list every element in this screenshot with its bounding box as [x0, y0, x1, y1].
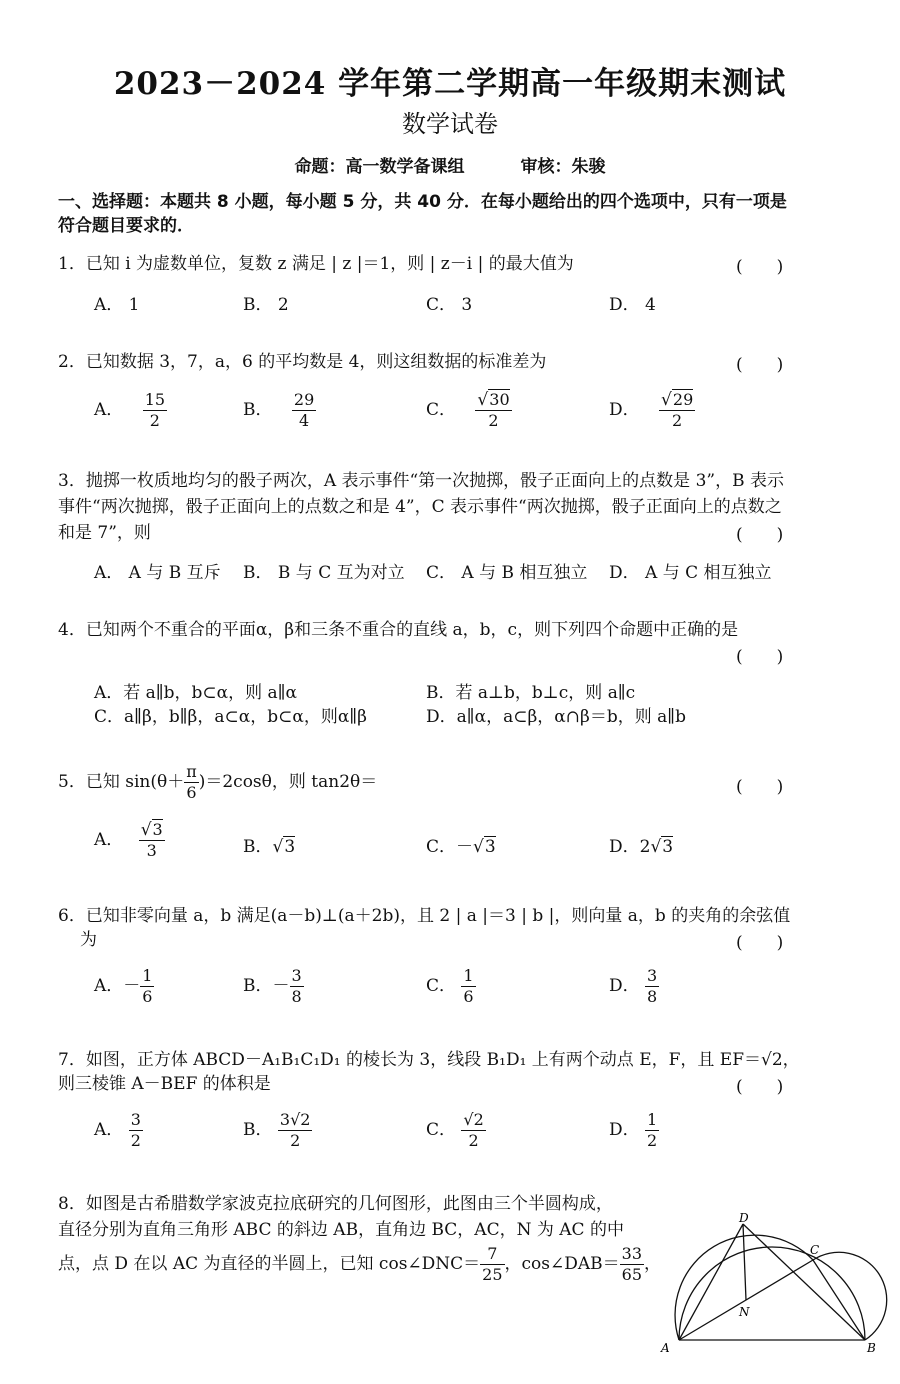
- sqrt-icon: √: [473, 837, 484, 857]
- denominator: 65: [621, 1265, 643, 1284]
- q1-option-b: B． 2: [243, 295, 289, 315]
- question-7-stem: 7．如图，正方体 ABCD－A₁B₁C₁D₁ 的棱长为 3，线段 B₁D₁ 上有两个动点 E，F，且 EF＝√2，: [58, 1050, 800, 1070]
- stem-part: 点，点 D 在以 AC 为直径的半圆上，已知 cos∠DNC＝: [58, 1254, 481, 1274]
- denominator: 6: [463, 987, 474, 1006]
- radicand: 3: [662, 837, 674, 857]
- option-label: A．: [94, 400, 124, 420]
- q2-option-b: [243, 390, 316, 431]
- option-label: C．: [426, 400, 457, 420]
- numerator: 3: [647, 966, 658, 985]
- answer-paren-2: ( ): [736, 355, 784, 375]
- numerator: 3√2: [279, 1110, 311, 1129]
- label-d: D: [739, 1212, 749, 1225]
- q1-option-a: A． 1: [94, 295, 140, 315]
- question-5-stem: [58, 762, 377, 803]
- option-label: D．: [609, 1120, 640, 1140]
- fraction: [129, 1110, 143, 1151]
- q1-option-c: C． 3: [426, 295, 473, 315]
- answer-paren-1: ( ): [736, 257, 784, 277]
- numerator: [139, 820, 165, 841]
- q4-option-d: D．a∥α，a⊂β，α∩β＝b，则 a∥b: [426, 707, 687, 727]
- denominator: 2: [488, 411, 499, 430]
- segment-ad: [679, 1224, 743, 1340]
- option-label: B．－: [243, 976, 290, 996]
- denominator: 2: [290, 1131, 301, 1150]
- q7-option-c: [426, 1110, 486, 1151]
- fraction: [278, 1110, 313, 1151]
- stem-part: )＝2cosθ，则 tan2θ＝: [198, 772, 378, 792]
- section-heading: 一、选择题：本题共 8 小题，每小题 5 分，共 40 分．在每小题给出的四个选项中，只有一项是符合题目要求的．: [58, 192, 787, 236]
- answer-paren-4: ( ): [736, 647, 784, 667]
- q7-option-a: [94, 1110, 143, 1151]
- exam-subtitle: 数学试卷: [402, 110, 498, 138]
- segment-bc: [813, 1260, 865, 1340]
- q3-option-d: D． A 与 C 相互独立: [609, 563, 772, 583]
- fraction: [461, 1110, 485, 1151]
- option-label: C．－: [426, 837, 474, 857]
- numerator: 7: [480, 1244, 504, 1265]
- question-8-line-2: 直径分别为直角三角形 ABC 的斜边 AB，直角边 BC，AC，N 为 AC 的中: [58, 1220, 624, 1240]
- question-1-stem: 1．已知 i 为虚数单位，复数 z 满足 | z |＝1，则 | z－i | 的最大值为: [58, 254, 574, 274]
- answer-paren-6: ( ): [736, 933, 784, 953]
- numerator: [475, 390, 511, 411]
- q4-option-c: C．a∥β，b∥β，a⊂α，b⊂α，则α∥β: [94, 707, 368, 727]
- answer-paren-7: ( ): [736, 1077, 784, 1097]
- fraction: [139, 820, 165, 861]
- label-c: C: [810, 1243, 820, 1257]
- option-label: B．: [243, 400, 273, 420]
- option-label: C．: [426, 976, 457, 996]
- radicand: 3: [484, 837, 496, 857]
- q4-option-b: B．若 a⊥b，b⊥c，则 a∥c: [426, 683, 636, 703]
- answer-paren-3: ( ): [736, 525, 784, 545]
- q5-option-a: [94, 820, 165, 861]
- fraction: [645, 1110, 659, 1151]
- author-line: [0, 152, 900, 177]
- denominator: 6: [142, 987, 153, 1006]
- sqrt-icon: √: [140, 820, 152, 840]
- option-label: D．: [609, 976, 640, 996]
- fraction: [290, 966, 304, 1007]
- question-8-line-1: 8．如图是古希腊数学家波克拉底研究的几何图形，此图由三个半圆构成，: [58, 1194, 613, 1214]
- label-b: B: [867, 1341, 876, 1355]
- question-2-stem: 2．已知数据 3，7，a，6 的平均数是 4，则这组数据的标准差为: [58, 352, 547, 372]
- option-label: A．: [94, 1120, 124, 1140]
- segment-db: [743, 1224, 865, 1340]
- option-label: B．: [243, 1120, 273, 1140]
- option-label: A．－: [94, 976, 141, 996]
- semicircle-bc: [813, 1252, 887, 1340]
- fraction: [143, 390, 167, 431]
- denominator: 3: [146, 841, 157, 860]
- semicircle-ab: [679, 1247, 865, 1340]
- denominator: 2: [647, 1131, 658, 1150]
- numerator: 15: [144, 390, 166, 409]
- label-a: A: [661, 1341, 670, 1355]
- stem-part: ，cos∠DAB＝: [504, 1254, 620, 1274]
- numerator: 33: [621, 1244, 643, 1263]
- sqrt-icon: √: [477, 390, 489, 410]
- fraction: [461, 966, 475, 1007]
- numerator: 3: [291, 966, 302, 985]
- answer-paren-5: ( ): [736, 777, 784, 797]
- numerator: 29: [293, 390, 315, 409]
- option-label: D．2: [609, 837, 651, 857]
- hippocrates-lune-figure: [655, 1212, 895, 1382]
- q5-option-c: [426, 832, 496, 857]
- numerator: [659, 390, 695, 411]
- option-label: A．: [94, 830, 124, 850]
- option-label: B．: [243, 837, 273, 857]
- fraction: [645, 966, 659, 1007]
- fraction: [475, 390, 511, 431]
- fraction: [480, 1244, 504, 1285]
- q6-option-c: [426, 966, 476, 1007]
- label-n: N: [739, 1305, 750, 1319]
- option-label: D．: [609, 400, 640, 420]
- numerator: 1: [142, 966, 153, 985]
- fraction: [620, 1244, 644, 1285]
- question-6-stem: 6．已知非零向量 a，b 满足(a－b)⊥(a＋2b)，且 2 | a |＝3 | b |，则向量 a，b 的夹角的余弦值: [58, 906, 791, 926]
- q3-option-b: B． B 与 C 互为对立: [243, 563, 405, 583]
- denominator: 2: [149, 411, 160, 430]
- q5-option-b: [243, 832, 295, 857]
- fraction: [184, 762, 199, 803]
- review-label: 审核：朱骏: [520, 157, 606, 177]
- q7-option-d: [609, 1110, 659, 1151]
- radicand: 29: [672, 390, 694, 409]
- question-4-stem: 4．已知两个不重合的平面α，β和三条不重合的直线 a，b，c，则下列四个命题中正确的是: [58, 620, 739, 640]
- q4-option-a: A．若 a∥b，b⊂α，则 a∥α: [94, 683, 298, 703]
- radicand: 3: [152, 820, 163, 839]
- denominator: 4: [298, 411, 310, 430]
- stem-part: ，: [644, 1254, 662, 1274]
- fraction: [292, 390, 316, 431]
- fraction: [659, 390, 695, 431]
- q2-option-c: [426, 390, 512, 431]
- radicand: 3: [284, 837, 296, 857]
- q2-option-a: [94, 390, 167, 431]
- question-3-stem: 3．抛掷一枚质地均匀的骰子两次，A 表示事件“第一次抛掷，骰子正面向上的点数是 3”，B 表示事件“两次抛掷，骰子正面向上的点数之和是 4”，C 表示事件“两次抛掷，骰子正面向上的点数之和是 7”，则: [58, 471, 784, 543]
- fraction: [140, 966, 154, 1007]
- numerator: √2: [463, 1110, 484, 1129]
- sqrt-icon: √: [650, 837, 662, 857]
- q3-option-c: C． A 与 B 相互独立: [426, 563, 588, 583]
- q3-option-a: A． A 与 B 互斥: [94, 563, 221, 583]
- sqrt-icon: √: [272, 837, 284, 857]
- exam-title: 2023－2024 学年第二学期高一年级期末测试: [113, 66, 787, 102]
- sqrt-icon: √: [661, 390, 672, 410]
- q1-option-d: D． 4: [609, 295, 656, 315]
- radicand: 30: [489, 390, 510, 409]
- q6-option-a: [94, 966, 154, 1007]
- numerator: 3: [130, 1110, 141, 1129]
- denominator: 2: [130, 1131, 141, 1150]
- q6-option-d: [609, 966, 659, 1007]
- q2-option-d: [609, 390, 695, 431]
- denominator: 25: [482, 1265, 503, 1284]
- numerator: π: [186, 762, 197, 781]
- denominator: 8: [647, 987, 658, 1006]
- denominator: 6: [186, 783, 197, 802]
- numerator: 1: [463, 966, 474, 985]
- option-label: C．: [426, 1120, 457, 1140]
- q7-option-b: [243, 1110, 312, 1151]
- question-7-stem-cont: 则三棱锥 A－BEF 的体积是: [58, 1074, 271, 1094]
- denominator: 2: [468, 1131, 479, 1150]
- stem-part: 5．已知 sin(θ＋: [58, 772, 185, 792]
- question-6-stem-cont: 为: [80, 930, 97, 950]
- question-8-line-3: [58, 1244, 661, 1285]
- author-label: 命题：高一数学备课组: [294, 157, 465, 177]
- denominator: 8: [291, 987, 302, 1006]
- numerator: 1: [647, 1110, 658, 1129]
- denominator: 2: [672, 411, 683, 430]
- q5-option-d: [609, 832, 673, 857]
- q6-option-b: [243, 966, 304, 1007]
